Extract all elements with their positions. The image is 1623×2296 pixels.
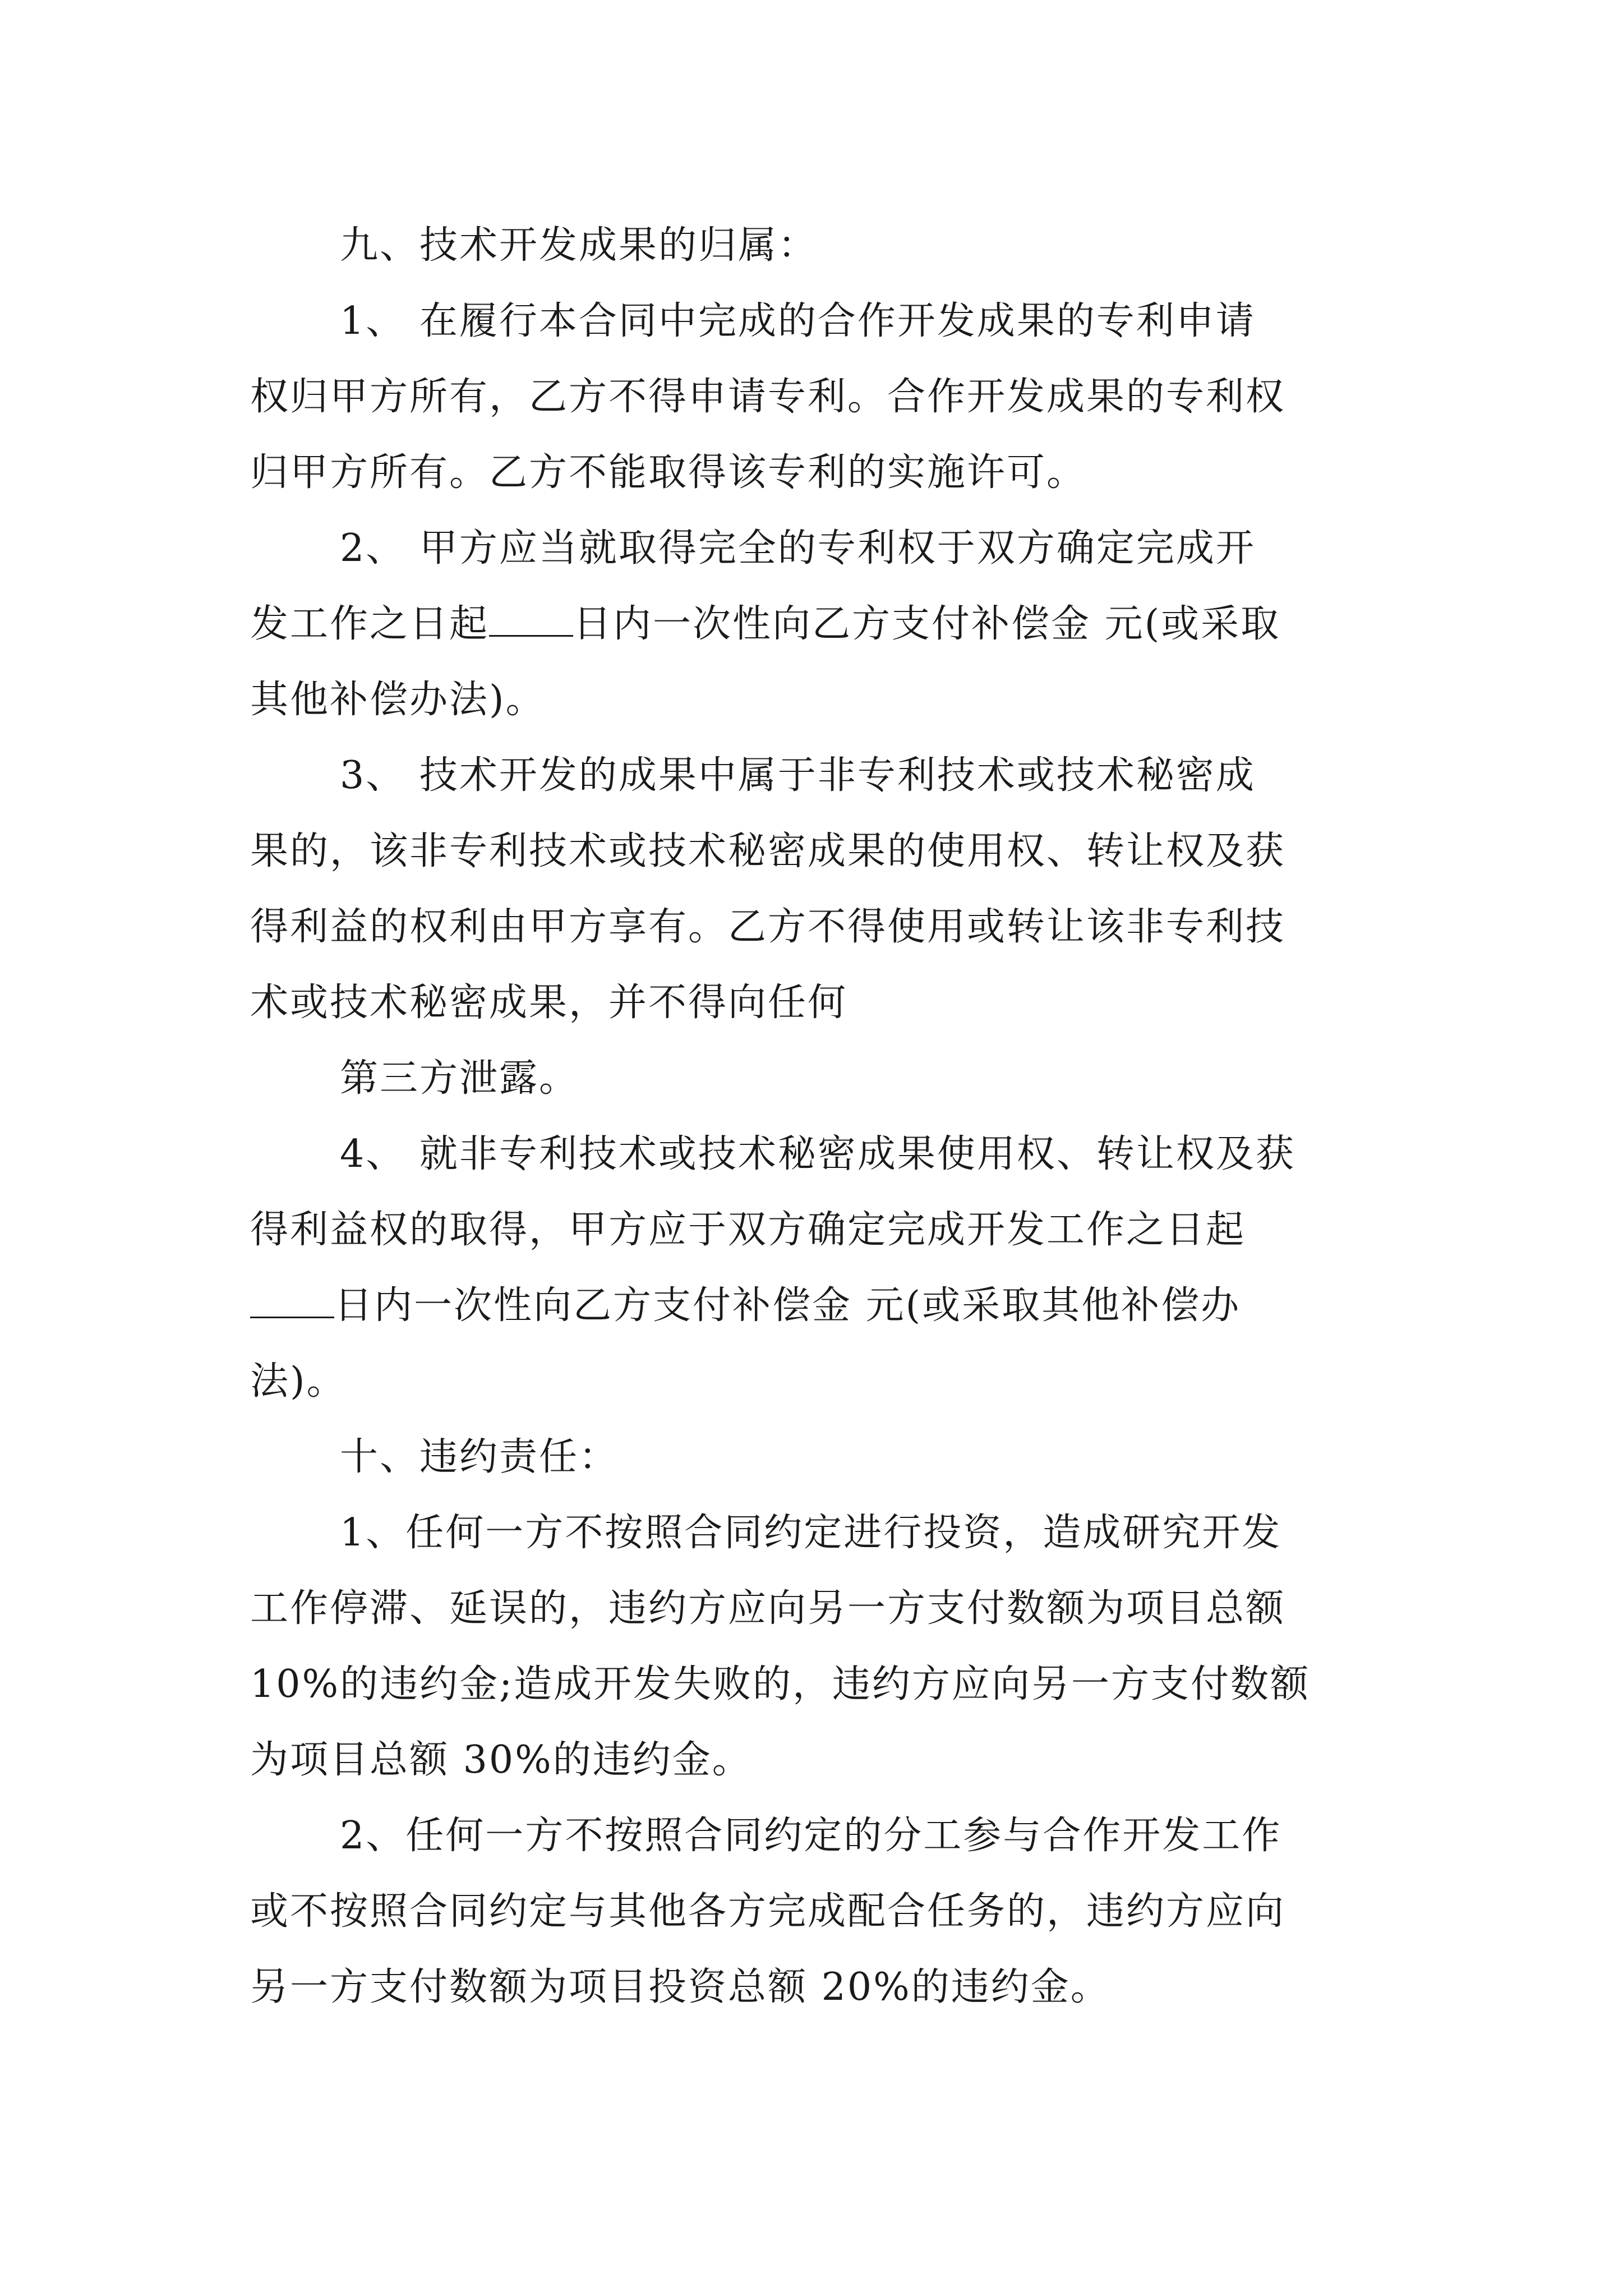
s9-item2-line3: 其他补偿办法)。 — [250, 678, 546, 722]
s9-item4-line2: 得利益权的取得，甲方应于双方确定完成开发工作之日起 — [250, 1208, 1246, 1252]
s10-item2-line2: 或不按照合同约定与其他各方完成配合任务的，违约方应向 — [250, 1889, 1286, 1934]
section-10-title: 十、违约责任： — [340, 1435, 619, 1479]
fill-blank-days — [489, 601, 573, 637]
section-9-title: 九、技术开发成果的归属： — [340, 223, 818, 268]
s10-item1-line3: 10%的违约金;造成开发失败的，违约方应向另一方支付数额 — [250, 1662, 1311, 1706]
s9-item4-line1: 4、 就非专利技术或技术秘密成果使用权、转让权及获 — [340, 1132, 1295, 1176]
s9-item2-line2 — [250, 586, 1377, 662]
s9-item1-line2: 权归甲方所有，乙方不得申请专利。合作开发成果的专利权 — [250, 375, 1286, 419]
s9-item2-line1: 2、 甲方应当就取得完全的专利权于双方确定完成开 — [340, 526, 1256, 570]
fill-blank-days — [250, 1283, 334, 1318]
s9-item1-line1: 1、 在履行本合同中完成的合作开发成果的专利申请 — [340, 299, 1256, 343]
s9-item1-line3: 归甲方所有。乙方不能取得该专利的实施许可。 — [250, 450, 1087, 495]
s9-item2-line2-b: 日内一次性向乙方支付补偿金 元(或采取 — [573, 602, 1281, 646]
s9-item3-line3: 得利益的权利由甲方享有。乙方不得使用或转让该非专利技 — [250, 905, 1286, 949]
s9-item3-line4: 术或技术秘密成果，并不得向任何 — [250, 981, 848, 1025]
s9-item4-line3-b: 日内一次性向乙方支付补偿金 元(或采取其他补偿办 — [334, 1283, 1241, 1328]
s9-item4-line4: 法)。 — [250, 1359, 347, 1404]
s9-item2-line2-a: 发工作之日起 — [250, 602, 490, 646]
s10-item2-line1: 2、任何一方不按照合同约定的分工参与合作开发工作 — [340, 1814, 1282, 1858]
s10-item1-line4: 为项目总额 30%的违约金。 — [250, 1738, 752, 1782]
s9-item3-line5: 第三方泄露。 — [340, 1056, 579, 1101]
s10-item2-line3: 另一方支付数额为项目投资总额 20%的违约金。 — [250, 1965, 1110, 2009]
contract-text — [250, 208, 1377, 2025]
s9-item3-line2: 果的，该非专利技术或技术秘密成果的使用权、转让权及获 — [250, 829, 1286, 873]
s10-item1-line2: 工作停滞、延误的，违约方应向另一方支付数额为项目总额 — [250, 1586, 1286, 1631]
s10-item1-line1: 1、任何一方不按照合同约定进行投资，造成研究开发 — [340, 1511, 1282, 1555]
s9-item4-line3 — [250, 1268, 1377, 1343]
s9-item3-line1: 3、 技术开发的成果中属于非专利技术或技术秘密成 — [340, 753, 1256, 798]
